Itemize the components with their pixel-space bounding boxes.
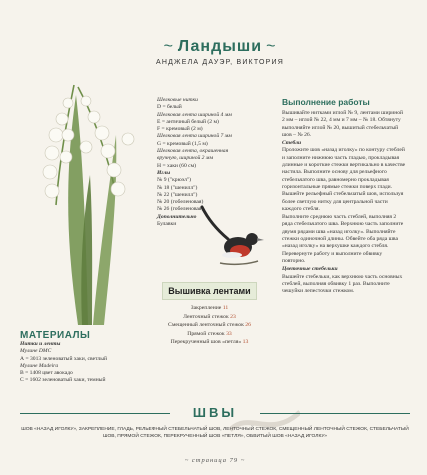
materials-line: Мулине DMC [20,348,52,355]
materials-line: вручную, шириной 2 мм [157,155,214,162]
materials-subheading: Иглы [157,169,171,176]
work-subheading: Цветочные стебельки [282,266,338,273]
header [130,38,310,66]
work-paragraph: Вышейте стебельки, как верхнюю часть основных стеблей, выполняя обвивку 1 раз. Выполните чешуйки лепесточки стежком. [282,273,403,295]
materials-line: № 18 ("шенилл") [157,184,198,191]
materials-line: H = хаки (60 см) [157,162,197,169]
work-paragraph: Вышивайте нитками иглой № 9, лентами шириной 2 мм – иглой № 22, 4 мм и 7 мм – № 18. Обтянуту выполняйте иглой № 20, вышитый стебельчатый шов – № 26. [282,110,404,138]
lily-illustration [38,75,148,325]
work-title: Выполнение работы [282,97,370,107]
materials-subtitle: Нитки и ленты [20,341,61,347]
materials-line: С = 1602 зеленоватый хаки, темный [20,377,106,384]
divider [20,413,170,414]
materials-section [20,330,150,385]
divider [260,413,410,414]
page-title [130,38,310,56]
materials-line: D = белый [157,104,182,111]
stitches-box-title: Вышивка лентами [162,282,257,300]
materials-line: № 26 (гобеленовая) [157,206,204,213]
stitch-item: Смещенный ленточный стежок 26 [168,322,251,328]
bird-illustration [200,205,270,275]
title-ornament-right: ~ [266,38,277,55]
materials-line: № 20 (гобеленовая) [157,199,204,206]
stitches-box [162,282,257,347]
work-subheading: Стебли [282,140,302,147]
materials-line: E = античный белый (2 м) [157,118,219,125]
materials-line: F = кремовый (2 м) [157,126,203,133]
materials-line: Шелковая лента шириной 4 мм [157,111,232,118]
seams-title: ШВЫ [192,405,238,420]
materials-line: G = кремовый (1,5 м) [157,140,208,147]
stitch-item: Ленточный стежок 23 [183,313,236,320]
materials-subheading: Дополнительно [157,213,197,220]
work-paragraph: Проложите шов «назад иголку» по контуру стеблей и заполните нижнюю часть гладью, прокладывая длинные и короткие стежки вертикально в качестве настила. Выполните основу для рельефного стебельчатого шва, равномерно прокладывая горизонтальные прямые стежки поверх глади. Вышейте рельефный стебельчатый шов, используя более светлую нитку для центральной части каждого стебля. [282,147,406,212]
materials-line: B = 1408 цвет авокадо [20,370,73,377]
seams-section [20,405,410,440]
page-number: ~ страница 79 ~ [184,457,246,464]
materials-line: Шелковая лента, окрашенная [157,148,229,155]
title-ornament-left: ~ [163,38,174,55]
materials-line: № 22 ("шенилл") [157,191,198,198]
stitch-item: Прямой стежок 33 [187,330,232,337]
materials-line: Шелковые нитки [157,97,198,103]
work-paragraph: Выполните среднюю часть стеблей, выполняя 2 ряда стебельчатого шва. Верхнюю часть заполните двумя рядами шва «назад иголку». Выполняйте стежки одиночной длины. Обвейте оба ряда шва «назад иголку» на верхушке каждого стебля. Перевернуте работу и выполните обвивку повторно. [282,214,404,264]
materials-line: Шелковая лента шириной 7 мм [157,133,232,140]
materials-title: МАТЕРИАЛЫ [20,330,91,341]
materials-line: № 9 ("крюэл") [157,177,192,184]
title-text: Ландыши [177,38,263,55]
stitches-list [162,304,257,347]
seams-list: ШОВ «НАЗАД ИГОЛКУ», ЗАКРЕПЛЕНИЕ, ГЛАДЬ, РЕЛЬЕФНЫЙ СТЕБЕЛЬЧАТЫЙ ШОВ, ЛЕНТОЧНЫЙ СТЕЖОК, СМЕЩЕННЫЙ ЛЕНТОЧНЫЙ СТЕЖОК, СТЕБЕЛЬЧАТЫЙ ШОВ, ПРЯМОЙ СТЕЖОК, ПЕРЕКРУЧЕННЫЙ ШОВ «ПЕТЛЯ», ОБВИТЫЙ ШОВ «НАЗАД ИГОЛКУ» [21,427,409,439]
work-section [282,97,407,296]
materials-line: Мулине Madeira [20,362,59,369]
stitch-item: Закрепление 11 [190,305,229,311]
authors: АНДЖЕЛА ДАУЭР, ВИКТОРИЯ [155,59,284,66]
stitch-item: Перекрученный шов «петля» 13 [170,339,249,345]
materials-line: Булавки [157,221,177,228]
materials-line: А = 3013 зеленоватый хаки, светлый [20,355,107,362]
